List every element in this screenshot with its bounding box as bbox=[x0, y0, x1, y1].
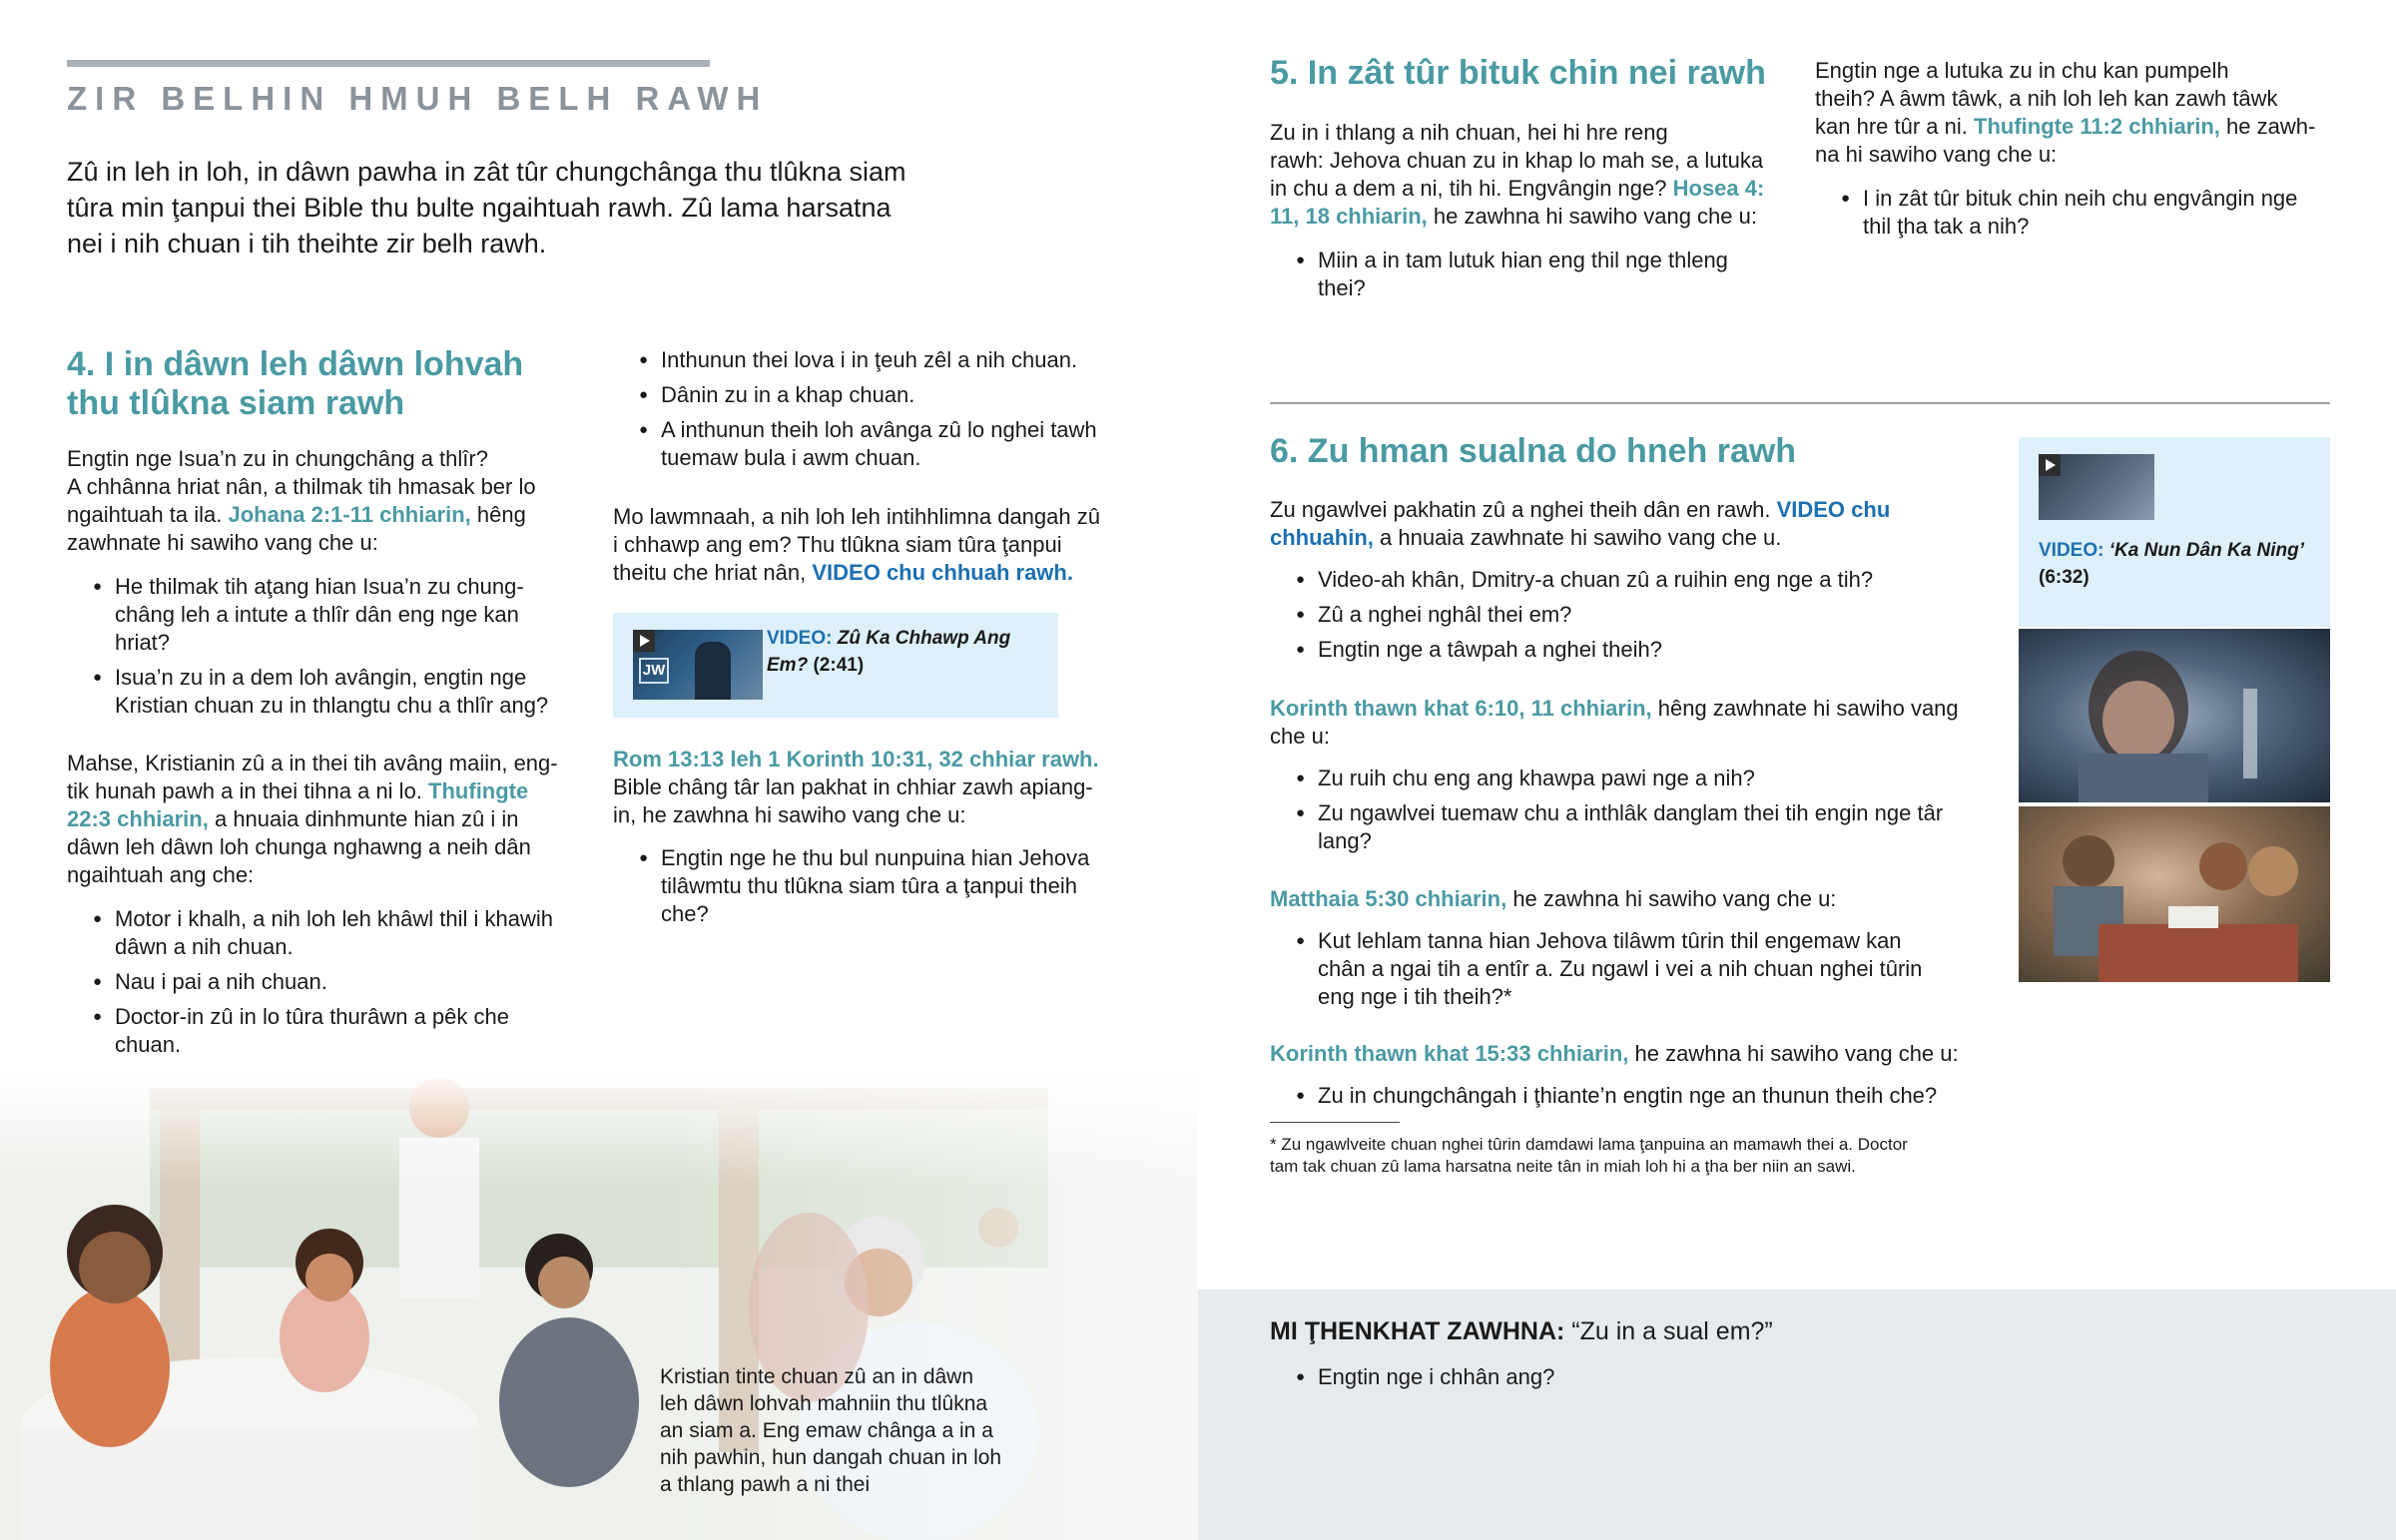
section-6-paragraph-2 bbox=[1270, 695, 1999, 751]
section-5-questions-1 bbox=[1270, 247, 1809, 309]
text-span: he zawhna hi sawiho vang che u: bbox=[1433, 204, 1757, 229]
text-span: hêng zawhnate hi sawiho vang bbox=[1657, 696, 1959, 721]
photo-man-with-bottle bbox=[2019, 629, 2330, 802]
section-4-heading-line-2: thu tlûkna siam rawh bbox=[67, 384, 405, 422]
paragraph-line: ngaihtuah ang che: bbox=[67, 862, 255, 887]
text-span: in chu a dem a ni, tih hi. Engvângin nge? bbox=[1270, 176, 1667, 201]
section-4-paragraph-1 bbox=[67, 445, 606, 557]
caption-line: leh dâwn lohvah mahniin thu tlûkna bbox=[660, 1392, 988, 1415]
footnote-line: * Zu ngawlveite chuan nghei tûrin damdawi lama ţanpuina an mamawh thei a. Doctor bbox=[1270, 1135, 1908, 1154]
caption-line: Kristian tinte chuan zû an in dâwn bbox=[660, 1365, 974, 1388]
paragraph-line bbox=[67, 501, 606, 529]
video-link[interactable]: VIDEO chu chhuah rawh. bbox=[812, 560, 1073, 585]
video-duration: (2:41) bbox=[813, 655, 865, 676]
discussion-question: ● I in zât tûr bituk chin neih chu engvângin nge thil ţha tak a nih? bbox=[1815, 185, 2334, 241]
section-5-paragraph-1 bbox=[1270, 119, 1809, 231]
situation-item: ● Inthunun thei lova i in ţeuh zêl a nih chuan. bbox=[613, 346, 1132, 374]
video-title: Zû Ka Chhawp Ang bbox=[837, 628, 1011, 649]
section-4-paragraph-2 bbox=[67, 750, 606, 889]
discussion-question: ● Zu ruih chu eng ang khawpa pawi nge a nih? bbox=[1270, 765, 1999, 792]
video-duration: (6:32) bbox=[2039, 567, 2090, 588]
section-4-paragraph-4 bbox=[613, 773, 1152, 829]
video-thumbnail[interactable] bbox=[633, 630, 763, 700]
text-span: theitu che hriat nân, bbox=[613, 560, 807, 585]
scripture-link-matthew-5[interactable]: Matthaia 5:30 chhiarin, bbox=[1270, 886, 1507, 911]
video-box-my-life[interactable] bbox=[2019, 437, 2330, 627]
paragraph-line bbox=[1270, 524, 1999, 552]
section-kicker: ZIR BELHIN HMUH BELH RAWH bbox=[67, 80, 769, 117]
paragraph-line: Engtin nge a lutuka zu in chu kan pumpelh bbox=[1815, 58, 2229, 83]
family-reading-drawing bbox=[2019, 806, 2330, 982]
section-5-paragraph-2 bbox=[1815, 57, 2334, 169]
text-span: a hnuaia zawhnate hi sawiho vang che u. bbox=[1380, 525, 1782, 550]
situation-item: ● A inthunun theih loh avânga zû lo nghei tawh tuemaw bula i awm chuan. bbox=[613, 416, 1132, 472]
summary-bullets bbox=[1270, 1363, 2069, 1398]
footnote-rule bbox=[1270, 1122, 1400, 1123]
section-5-questions-2 bbox=[1815, 185, 2334, 248]
section-4-paragraph-3 bbox=[613, 503, 1132, 587]
scripture-link-john-2[interactable]: Johana 2:1-11 chhiarin, bbox=[228, 502, 471, 527]
footnote-line: tam tak chuan zû lama harsatna neite tân in miah loh hi a ţha ber niin an sawi. bbox=[1270, 1157, 1856, 1176]
section-4-situations-col2 bbox=[613, 346, 1132, 479]
paragraph-line: dâwn leh dâwn loh chunga nghawng a neih dân bbox=[67, 834, 531, 859]
text-span: he zawhna hi sawiho vang che u: bbox=[1634, 1041, 1959, 1066]
play-icon[interactable] bbox=[633, 630, 655, 652]
section-6-questions-1 bbox=[1270, 566, 1999, 671]
section-4-heading bbox=[67, 345, 586, 423]
caption-line: an siam a. Eng emaw chânga a in a bbox=[660, 1419, 993, 1442]
paragraph-line bbox=[1270, 695, 1999, 723]
presenter-figure bbox=[695, 642, 731, 700]
paragraph-line bbox=[67, 777, 606, 805]
paragraph-line bbox=[613, 559, 1132, 587]
section-5-heading: 5. In zât tûr bituk chin nei rawh bbox=[1270, 54, 1766, 92]
jw-logo: JW bbox=[639, 658, 669, 684]
video-link[interactable]: VIDEO chu bbox=[1776, 497, 1891, 522]
section-4-questions-3 bbox=[613, 844, 1152, 935]
section-6-questions-3 bbox=[1270, 927, 1999, 1018]
scripture-link-proverbs-22-cont[interactable]: 22:3 chhiarin, bbox=[67, 806, 209, 831]
text-span: hêng bbox=[476, 502, 526, 527]
caption-line: nih pawhin, hun dangah chuan in loh bbox=[660, 1446, 1002, 1469]
video-box-drink-alcohol[interactable] bbox=[613, 613, 1058, 718]
video-label bbox=[767, 625, 1046, 679]
scripture-link-proverbs-22[interactable]: Thufingte bbox=[428, 778, 529, 803]
text-span: he zawhna hi sawiho vang che u: bbox=[1512, 886, 1837, 911]
text-span: ngaihtuah ta ila. bbox=[67, 502, 223, 527]
paragraph-line: A chhânna hriat nân, a thilmak tih hmasak ber lo bbox=[67, 474, 536, 499]
paragraph-line: Zu in i thlang a nih chuan, hei hi hre reng bbox=[1270, 120, 1668, 145]
text-span: kan hre tûr a ni. bbox=[1815, 114, 1968, 139]
paragraph-line: i chhawp ang em? Thu tlûkna siam tûra ţanpui bbox=[613, 532, 1062, 557]
caption-line: a thlang pawh a ni thei bbox=[660, 1473, 871, 1496]
scripture-link-proverbs-11[interactable]: Thufingte 11:2 chhiarin, bbox=[1974, 114, 2220, 139]
video-title: ‘Ka Nun Dân Ka Ning’ bbox=[2108, 540, 2305, 561]
summary-box bbox=[1198, 1289, 2396, 1540]
photo-family-reading bbox=[2019, 806, 2330, 982]
summary-label: MI ŢHENKHAT ZAWHNA: bbox=[1270, 1317, 1565, 1345]
scripture-link-1-corinthians-15[interactable]: Korinth thawn khat 15:33 chhiarin, bbox=[1270, 1041, 1629, 1066]
discussion-question: ● Zû a nghei nghâl thei em? bbox=[1270, 601, 1999, 629]
discussion-question: ● Isua’n zu in a dem loh avângin, engtin nge Kristian chuan zu in thlangtu chu a thlîr ang? bbox=[67, 664, 606, 720]
video-title: Em? bbox=[767, 655, 809, 676]
paragraph-line: rawh: Jehova chuan zu in khap lo mah se, a lutuka bbox=[1270, 148, 1764, 173]
man-with-bottle-drawing bbox=[2019, 629, 2330, 802]
discussion-question: ● Miin a in tam lutuk hian eng thil nge thleng thei? bbox=[1270, 247, 1809, 302]
paragraph-line bbox=[67, 805, 606, 833]
video-thumbnail[interactable] bbox=[2039, 454, 2154, 520]
restaurant-illustration bbox=[0, 1068, 1198, 1540]
paragraph-line: theih? A âwm tâwk, a nih loh leh kan zawh tâwk bbox=[1815, 86, 2278, 111]
paragraph-line: Bible châng târ lan pakhat in chhiar zawh apiang- bbox=[613, 774, 1093, 799]
illustration-caption bbox=[660, 1363, 1039, 1498]
text-span: a hnuaia dinhmunte hian zû i in bbox=[214, 806, 519, 831]
situation-item: ● Motor i khalh, a nih loh leh khâwl thil i khawih dâwn a nih chuan. bbox=[67, 905, 606, 961]
paragraph-line: na hi sawiho vang che u: bbox=[1815, 142, 2058, 167]
intro-paragraph: Zû in leh in loh, in dâwn pawha in zât tûr chungchânga thu tlûkna siam tûra min ţanpui thei Bible thu bulte ngaihtuah rawh. Zû lama harsatna nei i nih chuan i tih theihte zir belh rawh. bbox=[67, 157, 906, 258]
text-span: Zu ngawlvei pakhatin zû a nghei theih dân en rawh. bbox=[1270, 497, 1771, 522]
section-4-heading-line-1: 4. I in dâwn leh dâwn lohvah bbox=[67, 345, 524, 383]
discussion-question: ● Engtin nge a tâwpah a nghei theih? bbox=[1270, 636, 1999, 664]
section-6-paragraph-4 bbox=[1270, 1040, 1999, 1068]
scripture-link-hosea-4-cont[interactable]: 11, 18 chhiarin, bbox=[1270, 204, 1428, 229]
video-key: VIDEO: bbox=[767, 628, 833, 649]
footnote bbox=[1270, 1134, 1989, 1178]
situation-item: ● Doctor-in zû in lo tûra thurâwn a pêk che chuan. bbox=[67, 1003, 606, 1059]
section-6-paragraph-1 bbox=[1270, 496, 1999, 552]
text-span: he zawh- bbox=[2226, 114, 2316, 139]
summary-bullet: ● Engtin nge i chhân ang? bbox=[1270, 1363, 2069, 1391]
video-link-cont[interactable]: chhuahin, bbox=[1270, 525, 1374, 550]
summary-question-line bbox=[1270, 1315, 1773, 1347]
scripture-link-hosea-4[interactable]: Hosea 4: bbox=[1672, 176, 1765, 201]
paragraph-line bbox=[1815, 113, 2334, 141]
section-6-paragraph-3 bbox=[1270, 885, 1999, 913]
paragraph-line: Mahse, Kristianin zû a in thei tih avâng maiin, eng- bbox=[67, 751, 558, 775]
section-6-questions-2 bbox=[1270, 765, 1999, 862]
paragraph-line: Engtin nge Isua’n zu in chungchâng a thlîr? bbox=[67, 446, 488, 471]
situation-item: ● Nau i pai a nih chuan. bbox=[67, 968, 606, 996]
discussion-question: ● He thilmak tih aţang hian Isua’n zu chung- châng leh a intute a thlîr dân eng nge kan hriat? bbox=[67, 573, 606, 657]
discussion-question: ● Kut lehlam tanna hian Jehova tilâwm tûrin thil engemaw kan chân a ngai tih a entîr a. Zu ngawl i vei a nih chuan nghei tûrin eng nge i tih theih?* bbox=[1270, 927, 1999, 1011]
section-4-questions-2 bbox=[67, 905, 606, 1066]
section-4-questions-1 bbox=[67, 573, 606, 727]
paragraph-line bbox=[1270, 203, 1809, 231]
paragraph-line: che u: bbox=[1270, 724, 1330, 749]
situation-item: ● Dânin zu in a khap chuan. bbox=[613, 381, 1132, 409]
play-icon[interactable] bbox=[2039, 454, 2061, 476]
video-label bbox=[2039, 537, 2318, 591]
section-6-heading: 6. Zu hman sualna do hneh rawh bbox=[1270, 432, 1797, 470]
discussion-question: ● Engtin nge he thu bul nunpuina hian Jehova tilâwmtu thu tlûkna siam tûra a ţanpui theih che? bbox=[613, 844, 1152, 928]
discussion-question: ● Zu in chungchângah i ţhiante’n engtin nge an thunun theih che? bbox=[1270, 1082, 2009, 1110]
paragraph-line: Mo lawmnaah, a nih loh leh intihhlimna dangah zû bbox=[613, 504, 1100, 529]
scripture-link-romans-13[interactable]: Rom 13:13 leh 1 Korinth 10:31, 32 chhiar rawh. bbox=[613, 747, 1099, 771]
video-key: VIDEO: bbox=[2039, 540, 2104, 561]
paragraph-line bbox=[1270, 496, 1999, 524]
section-6-questions-4 bbox=[1270, 1082, 2009, 1117]
summary-question: “Zu in a sual em?” bbox=[1571, 1317, 1773, 1345]
text-span: tik hunah pawh a in thei tihna a ni lo. bbox=[67, 778, 422, 803]
section-divider bbox=[1270, 402, 2330, 404]
discussion-question: ● Zu ngawlvei tuemaw chu a inthlâk danglam thei tih engin nge târ lang? bbox=[1270, 799, 1999, 855]
paragraph-line: in, he zawhna hi sawiho vang che u: bbox=[613, 802, 966, 827]
scripture-link-1-corinthians-6[interactable]: Korinth thawn khat 6:10, 11 chhiarin, bbox=[1270, 696, 1652, 721]
top-rule bbox=[67, 60, 710, 67]
paragraph-line: zawhnate hi sawiho vang che u: bbox=[67, 530, 378, 555]
discussion-question: ● Video-ah khân, Dmitry-a chuan zû a ruihin eng nge a tih? bbox=[1270, 566, 1999, 594]
paragraph-line bbox=[1270, 175, 1809, 203]
